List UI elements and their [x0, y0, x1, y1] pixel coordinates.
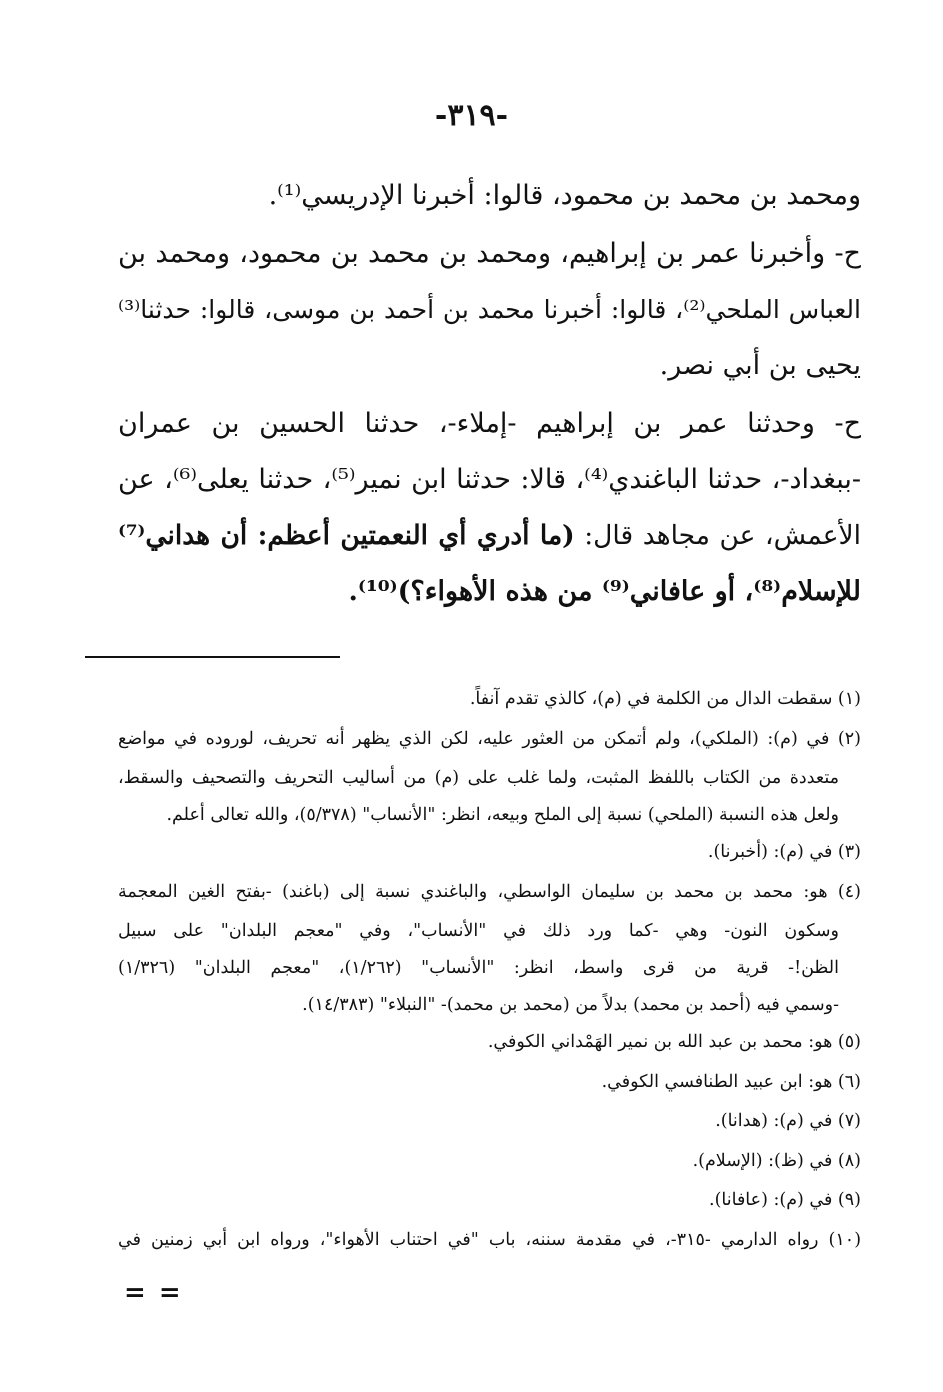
footnote-10: (١٠) رواه الدارمي -٣١٥-، في مقدمة سننه، باب "في احتناب الأهواء"، ورواه ابن أبي زمنين في	[118, 1229, 862, 1250]
body-line-2: ح- وأخبرنا عمر بن إبراهيم، ومحمد بن محمد بن محمود، ومحمد بن	[118, 238, 861, 269]
page-number: -٣١٩-	[434, 98, 509, 133]
main-text	[118, 168, 861, 620]
body-line-1: ومحمد بن محمد بن محمود، قالوا: أخبرنا الإدريسي⁽¹⁾.	[268, 180, 861, 211]
body-line-4: يحيى بن أبي نصر.	[659, 350, 861, 381]
footnote-4-cont-2: الظن!- قرية من قرى واسط، انظر: "الأنساب" (١/٢٦٢)، "معجم البلدان" (١/٣٢٦)	[118, 958, 839, 978]
quote-text: (ما أدري أي النعمتين أعظم: أن هداني⁽⁷⁾	[118, 520, 575, 551]
body-line-8: للإسلام⁽⁸⁾، أو عافاني⁽⁹⁾ من هذه الأهواء؟)⁽¹⁰⁾.	[348, 576, 861, 607]
footnote-4: (٤) هو: محمد بن محمد بن سليمان الواسطي، والباغندي نسبة إلى (باغند) -بفتح الغين المعجمة	[118, 881, 861, 902]
footnote-6: (٦) هو: ابن عبيد الطنافسي الكوفي.	[601, 1071, 861, 1092]
footnote-8: (٨) في (ظ): (الإسلام).	[692, 1150, 861, 1171]
body-line-7	[118, 508, 861, 564]
footnote-1: (١) سقطت الدال من الكلمة في (م)، كالذي تقدم آنفاً.	[469, 689, 861, 709]
footnotes	[118, 686, 861, 1266]
body-line-5: ح- وحدثنا عمر بن إبراهيم -إملاء-، حدثنا الحسين بن عمران	[118, 408, 861, 439]
footnote-2: (٢) في (م): (الملكي)، ولم أتمكن من العثور عليه، لكن الذي يظهر أنه تحريف، لوروده في مواضع	[118, 728, 861, 749]
footnote-2-cont-1: متعددة من الكتاب باللفظ المثبت، ولما غلب على (م) من أساليب التحريف والتصحيف والسقط،	[118, 768, 839, 788]
footnote-5: (٥) هو: محمد بن عبد الله بن نمير الهَمْداني الكوفي.	[487, 1032, 861, 1052]
body-line-7-plain: الأعمش، عن مجاهد قال:	[584, 520, 861, 551]
footnote-3: (٣) في (م): (أخبرنا).	[707, 842, 861, 862]
body-line-6: -ببغداد-، حدثنا الباغندي⁽⁴⁾، قالا: حدثنا ابن نمير⁽⁵⁾، حدثنا يعلى⁽⁶⁾، عن	[118, 464, 861, 495]
footnote-4-cont-3: -وسمي فيه (أحمد بن محمد) بدلاً من (محمد بن محمد)- "النبلاء" (١٤/٣٨٣).	[302, 995, 839, 1015]
footnote-9: (٩) في (م): (عافانا).	[709, 1190, 861, 1210]
continuation-mark: = =	[124, 1278, 183, 1308]
body-line-3: العباس الملحي⁽²⁾، قالوا: أخبرنا محمد بن أحمد بن موسى، قالوا: حدثنا⁽³⁾	[118, 295, 861, 324]
footnote-7: (٧) في (م): (هدانا).	[715, 1111, 861, 1131]
footnote-4-cont-1: وسكون النون- وهي -كما ورد ذلك في "الأنساب"، وفي "معجم البلدان" على سبيل	[118, 921, 839, 941]
footnote-2-cont-2: ولعل هذه النسبة (الملحي) نسبة إلى الملح وبيعه، انظر: "الأنساب" (٥/٣٧٨)، والله تعالى أعلم.	[166, 805, 839, 825]
footnote-separator	[85, 656, 340, 658]
